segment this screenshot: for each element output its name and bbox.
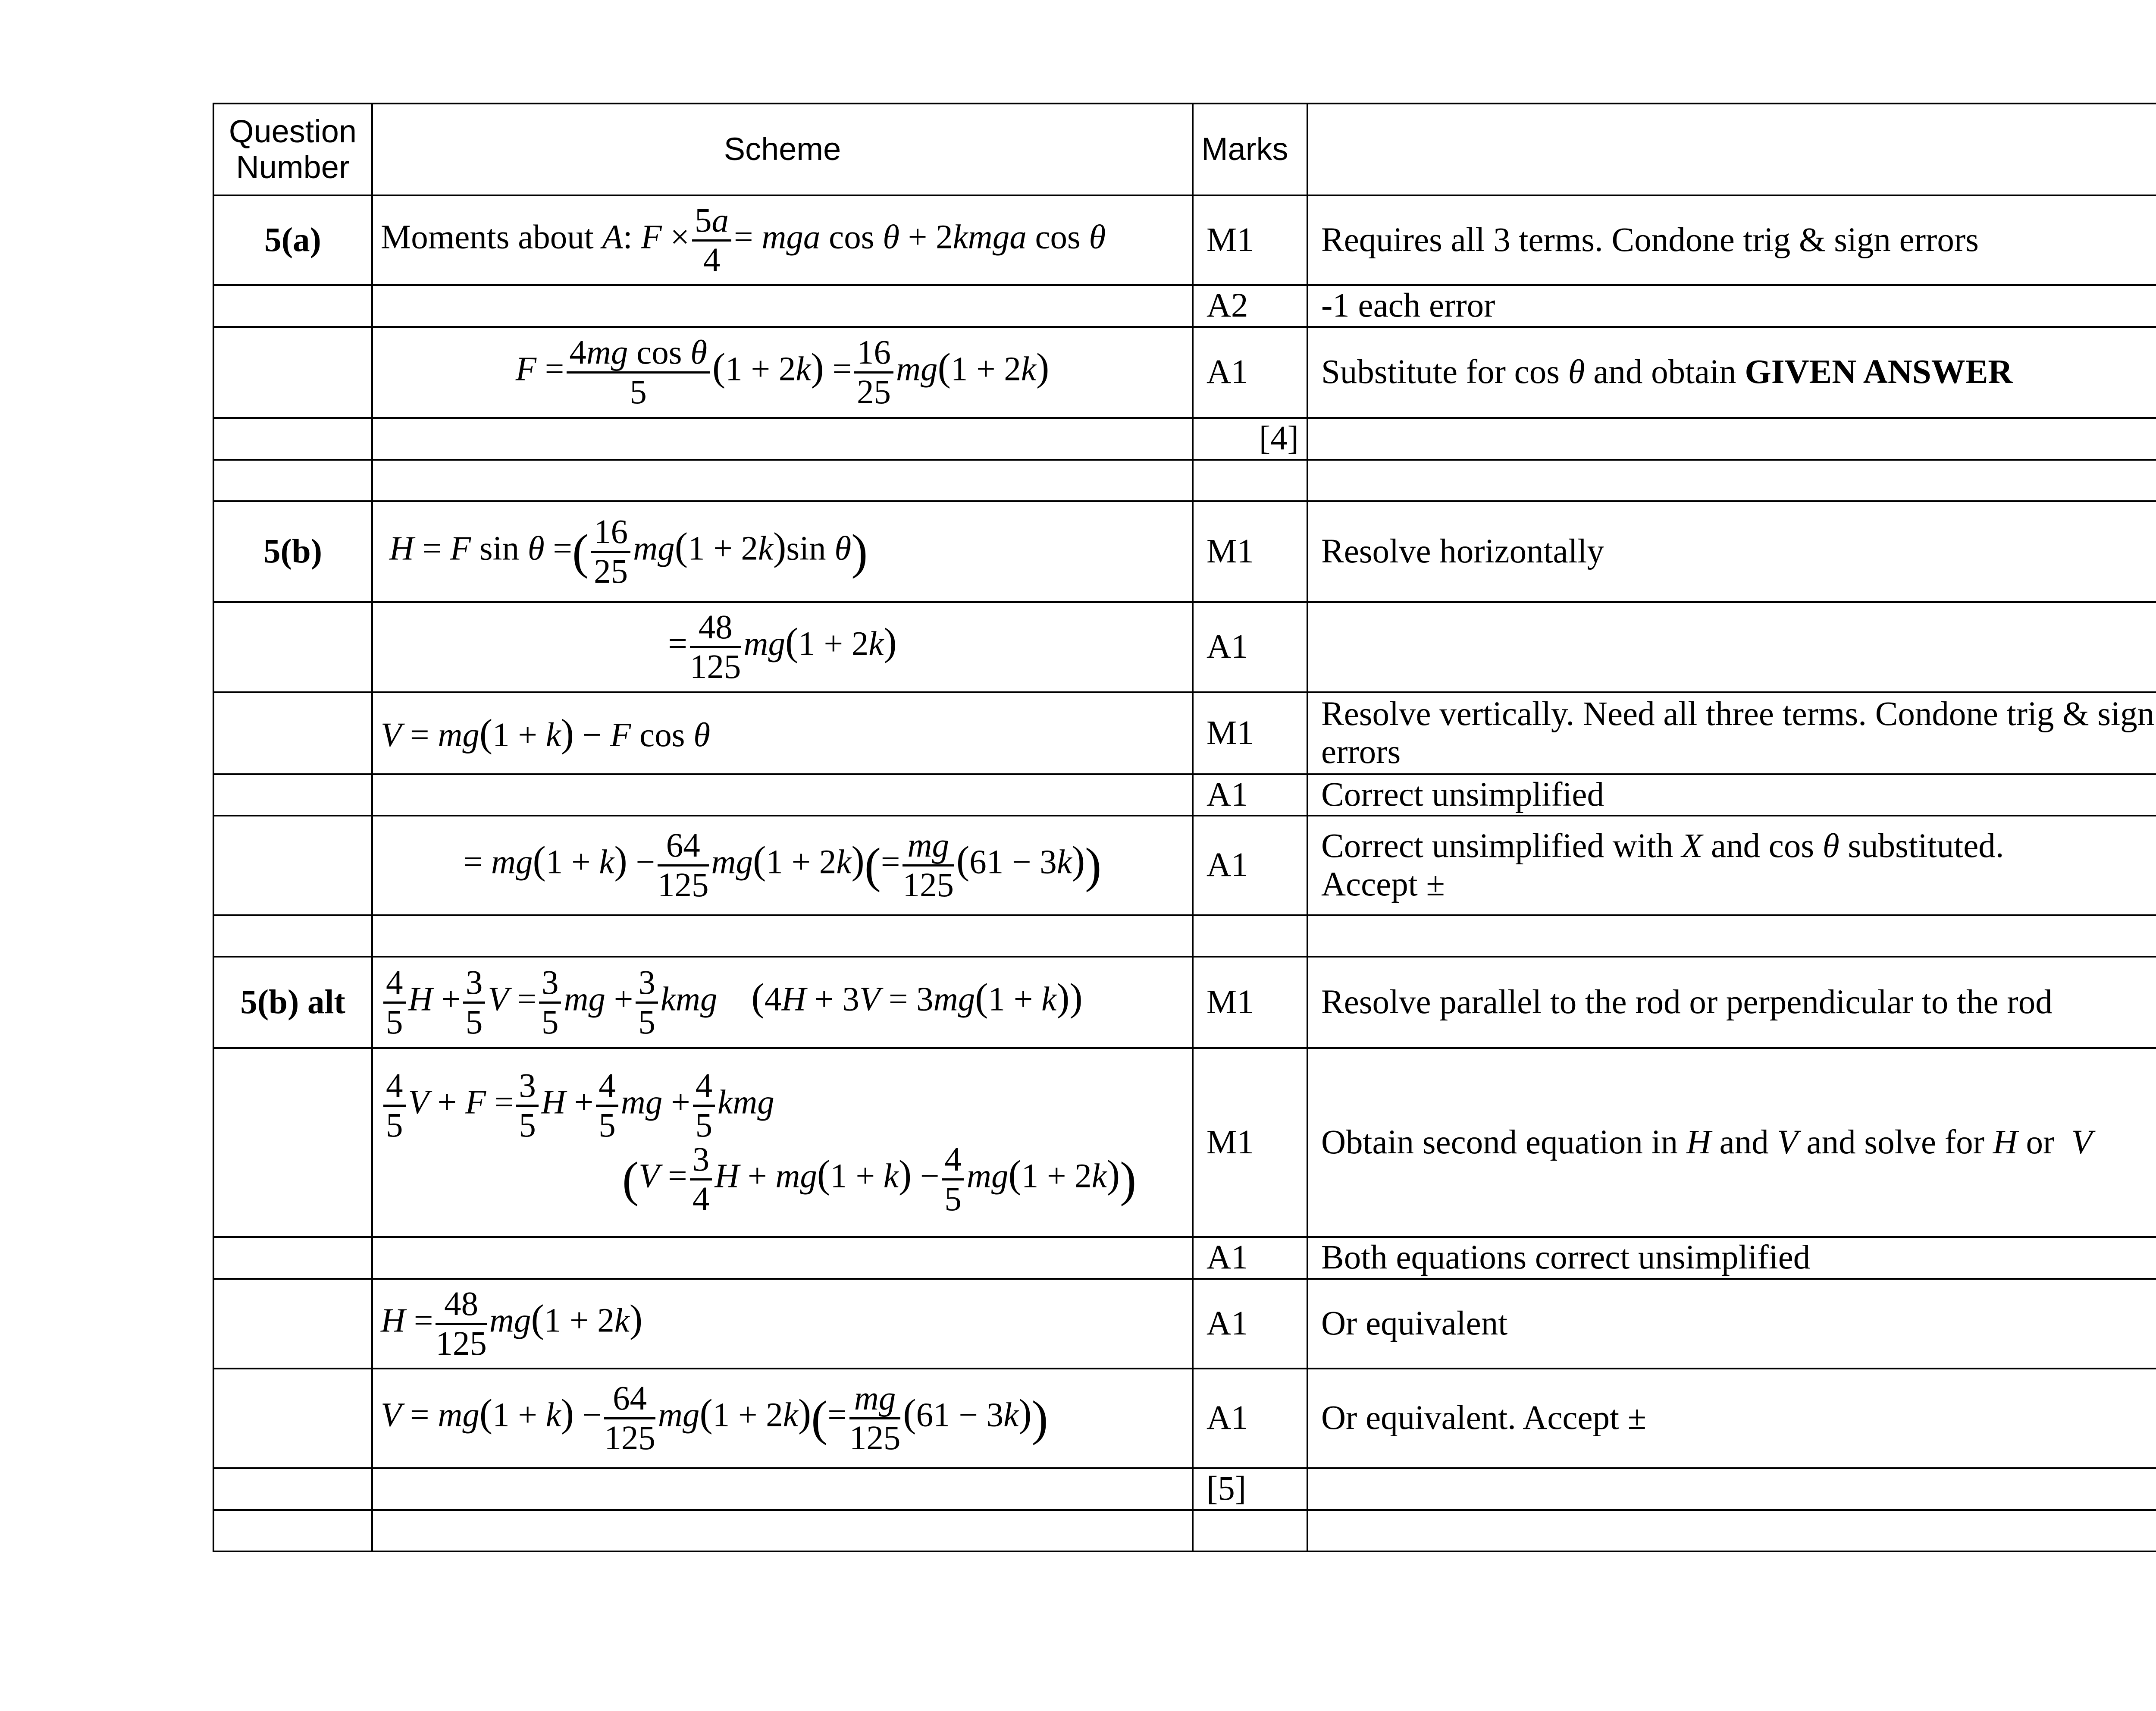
scheme-equation: Moments about A: F × $\frac{5a}{4}$ = mga cos θ + 2kmga cos θ [372, 195, 1193, 285]
mark-code: A2 [1193, 285, 1307, 327]
comment: Correct unsimplified [1307, 774, 2156, 816]
table-row [213, 418, 2156, 460]
comment: Correct unsimplified with X and cos θ substituted. Accept ± [1307, 816, 2156, 915]
comment: Both equations correct unsimplified [1307, 1237, 2156, 1279]
table-row [213, 692, 2156, 774]
mark-scheme-table [213, 103, 2156, 1552]
mark-code: A1 [1193, 327, 1307, 418]
comment: Resolve parallel to the rod or perpendicular to the rod [1307, 957, 2156, 1048]
marks-header: Marks [1193, 104, 1307, 195]
table-row [213, 501, 2156, 602]
mark-code: M1 [1193, 501, 1307, 602]
comment: Resolve horizontally [1307, 501, 2156, 602]
total-marks: [5] [1193, 1468, 1307, 1510]
scheme-equation: = $\frac{48}{125}$ mg(1 + 2k) [372, 602, 1193, 692]
scheme-equation: = mg(1 + k) − $\frac{64}{125}$ mg(1 + 2k)(= $\frac{mg}{125}$ (61 − 3k)) [372, 816, 1193, 915]
table-row [213, 195, 2156, 285]
total-marks: [4] [1193, 418, 1307, 460]
comment: -1 each error [1307, 285, 2156, 327]
question-number: 5(a) [213, 195, 372, 285]
table-row [213, 327, 2156, 418]
question-number: 5(b) [213, 501, 372, 602]
scheme-equation: $\frac{4}{5}$ V + F = $\frac{3}{5}$ H + $\frac{4}{5}$ mg + $\frac{4}{5}$ kmg (V = $\frac{3}{4}$ H + mg(1 + k) − $\frac{4}{5}$ mg(1 + 2k)) [372, 1048, 1193, 1237]
mark-code: A1 [1193, 774, 1307, 816]
mark-code: A1 [1193, 1279, 1307, 1369]
mark-code: A1 [1193, 1369, 1307, 1468]
scheme-equation: V = mg(1 + k) − F cos θ [372, 692, 1193, 774]
question-number-header: Question Number [213, 104, 372, 195]
table-row [213, 460, 2156, 501]
table-row [213, 1468, 2156, 1510]
table-row [213, 1237, 2156, 1279]
table-row [213, 1279, 2156, 1369]
mark-code: M1 [1193, 195, 1307, 285]
mark-code: M1 [1193, 692, 1307, 774]
mark-code: A1 [1193, 1237, 1307, 1279]
mark-code: A1 [1193, 602, 1307, 692]
scheme-equation: F = $\frac{\text{4mg cos θ}}{5}$ (1 + 2k) = $\frac{16}{25}$ mg(1 + 2k) [372, 327, 1193, 418]
comment: Or equivalent. Accept ± [1307, 1369, 2156, 1468]
table-row [213, 285, 2156, 327]
scheme-header: Scheme [372, 104, 1193, 195]
table-row [213, 816, 2156, 915]
header-row [213, 104, 2156, 195]
table-row [213, 1048, 2156, 1237]
table-row [213, 602, 2156, 692]
scheme-equation: V = mg(1 + k) − $\frac{64}{125}$ mg(1 + 2k)(= $\frac{mg}{125}$ (61 − 3k)) [372, 1369, 1193, 1468]
scheme-equation: H = $\frac{48}{125}$ mg(1 + 2k) [372, 1279, 1193, 1369]
comment: Requires all 3 terms. Condone trig & sign errors [1307, 195, 2156, 285]
mark-code: M1 [1193, 957, 1307, 1048]
table-row [213, 915, 2156, 957]
mark-code: M1 [1193, 1048, 1307, 1237]
fraction: $\frac{5a}{4}$ [692, 204, 731, 277]
comment: Obtain second equation in H and V and solve for H or V [1307, 1048, 2156, 1237]
comment: Substitute for cos θ and obtain GIVEN ANSWER [1307, 327, 2156, 418]
mark-code: A1 [1193, 816, 1307, 915]
comment: Or equivalent [1307, 1279, 2156, 1369]
question-number: 5(b) alt [213, 957, 372, 1048]
scheme-equation: H = F sin θ =( $\frac{16}{25}$ mg(1 + 2k)sin θ) [372, 501, 1193, 602]
scheme-equation: $\frac{4}{5}$ H + $\frac{3}{5}$ V = $\frac{3}{5}$ mg + $\frac{3}{5}$ kmg (4H + 3V = 3mg(1 + k)) [372, 957, 1193, 1048]
table-row [213, 957, 2156, 1048]
table-row [213, 1510, 2156, 1551]
table-row [213, 1369, 2156, 1468]
comments-header [1307, 104, 2156, 195]
comment: Resolve vertically. Need all three terms. Condone trig & sign errors [1307, 692, 2156, 774]
table-row [213, 774, 2156, 816]
